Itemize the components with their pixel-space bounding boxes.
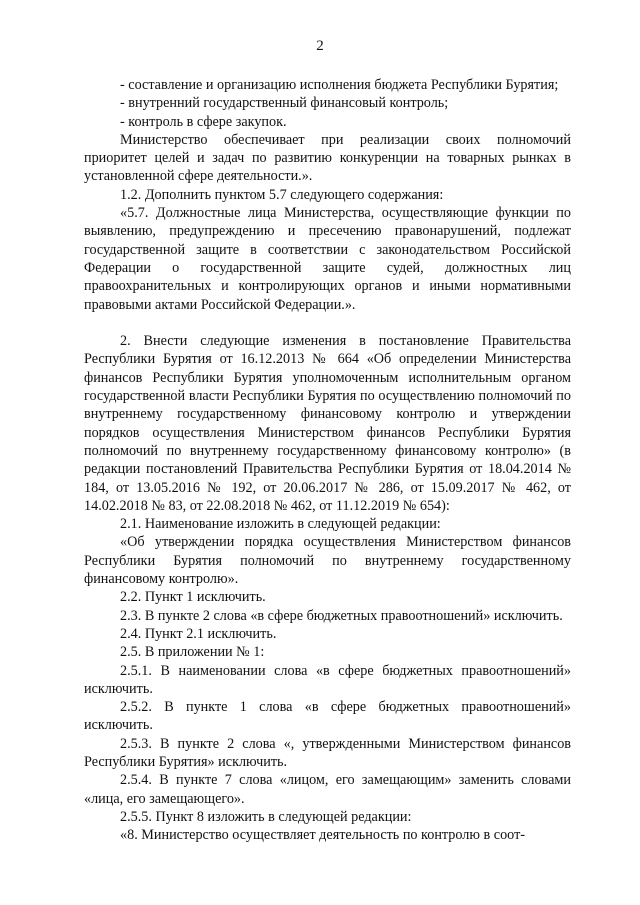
paragraph: «Об утверждении порядка осуществления Министерством финансов Республики Бурятия полномочий по внутреннему государственному финансовому контролю». [84, 534, 571, 588]
paragraph: Министерство обеспечивает при реализации своих полномочий приоритет целей и задач по развитию конкуренции на товарных рынках в установленной сфере деятельности.». [84, 131, 571, 185]
paragraph: 2.2. Пункт 1 исключить. [120, 589, 266, 606]
paragraph: 2.1. Наименование изложить в следующей редакции: [120, 516, 441, 533]
paragraph: «8. Министерство осуществляет деятельность по контролю в соот- [120, 827, 525, 844]
paragraph: «5.7. Должностные лица Министерства, осуществляющие функции по выявлению, предупреждению и пресечению правонарушений, подлежат государственной защите в соответствии с законодательством Российской Федерации о государственной защите судей, должностных лиц правоохранительных и контролирующих органов и иными нормативными правовыми актами Российской Федерации.». [84, 205, 571, 313]
document-body [84, 76, 571, 844]
paragraph: 2.5. В приложении № 1: [120, 644, 265, 661]
paragraph: 2.4. Пункт 2.1 исключить. [120, 625, 277, 642]
page-number: 2 [316, 38, 324, 54]
paragraph: - внутренний государственный финансовый контроль; [120, 95, 449, 112]
paragraph: 2.5.5. Пункт 8 изложить в следующей редакции: [120, 808, 412, 825]
paragraph: 1.2. Дополнить пунктом 5.7 следующего содержания: [120, 186, 444, 203]
paragraph: - составление и организацию исполнения бюджета Республики Бурятия; [120, 77, 559, 93]
paragraph: 2.3. В пункте 2 слова «в сфере бюджетных правоотношений» исключить. [120, 607, 563, 624]
paragraph: 2.5.2. В пункте 1 слова «в сфере бюджетных правоотношений» исключить. [84, 699, 571, 734]
paragraph: 2.5.4. В пункте 7 слова «лицом, его замещающим» заменить словами «лица, его замещающего». [84, 772, 571, 807]
paragraph: 2.5.1. В наименовании слова «в сфере бюджетных правоотношений» исключить. [84, 662, 571, 697]
paragraph: 2.5.3. В пункте 2 слова «, утвержденными Министерством финансов Республики Бурятия» исключить. [84, 735, 571, 770]
paragraph: 2. Внести следующие изменения в постановление Правительства Республики Бурятия от 16.12.2013 № 664 «Об определении Министерства финансов Республики Бурятия уполномоченным исполнительным органом государственной власти Республики Бурятия по осуществлению полномочий по внутреннему государственному финансовому контролю и утверждении порядков осуществления Министерством финансов Республики Бурятия полномочий по внутреннему государственному финансовому контролю» (в редакции постановлений Правительства Республики Бурятия от 18.04.2014 № 184, от 13.05.2016 № 192, от 20.06.2017 № 286, от 15.09.2017 № 462, от 14.02.2018 № 83, от 22.08.2018 № 462, от 11.12.2019 № 654): [84, 333, 571, 514]
paragraph: - контроль в сфере закупок. [120, 113, 287, 130]
